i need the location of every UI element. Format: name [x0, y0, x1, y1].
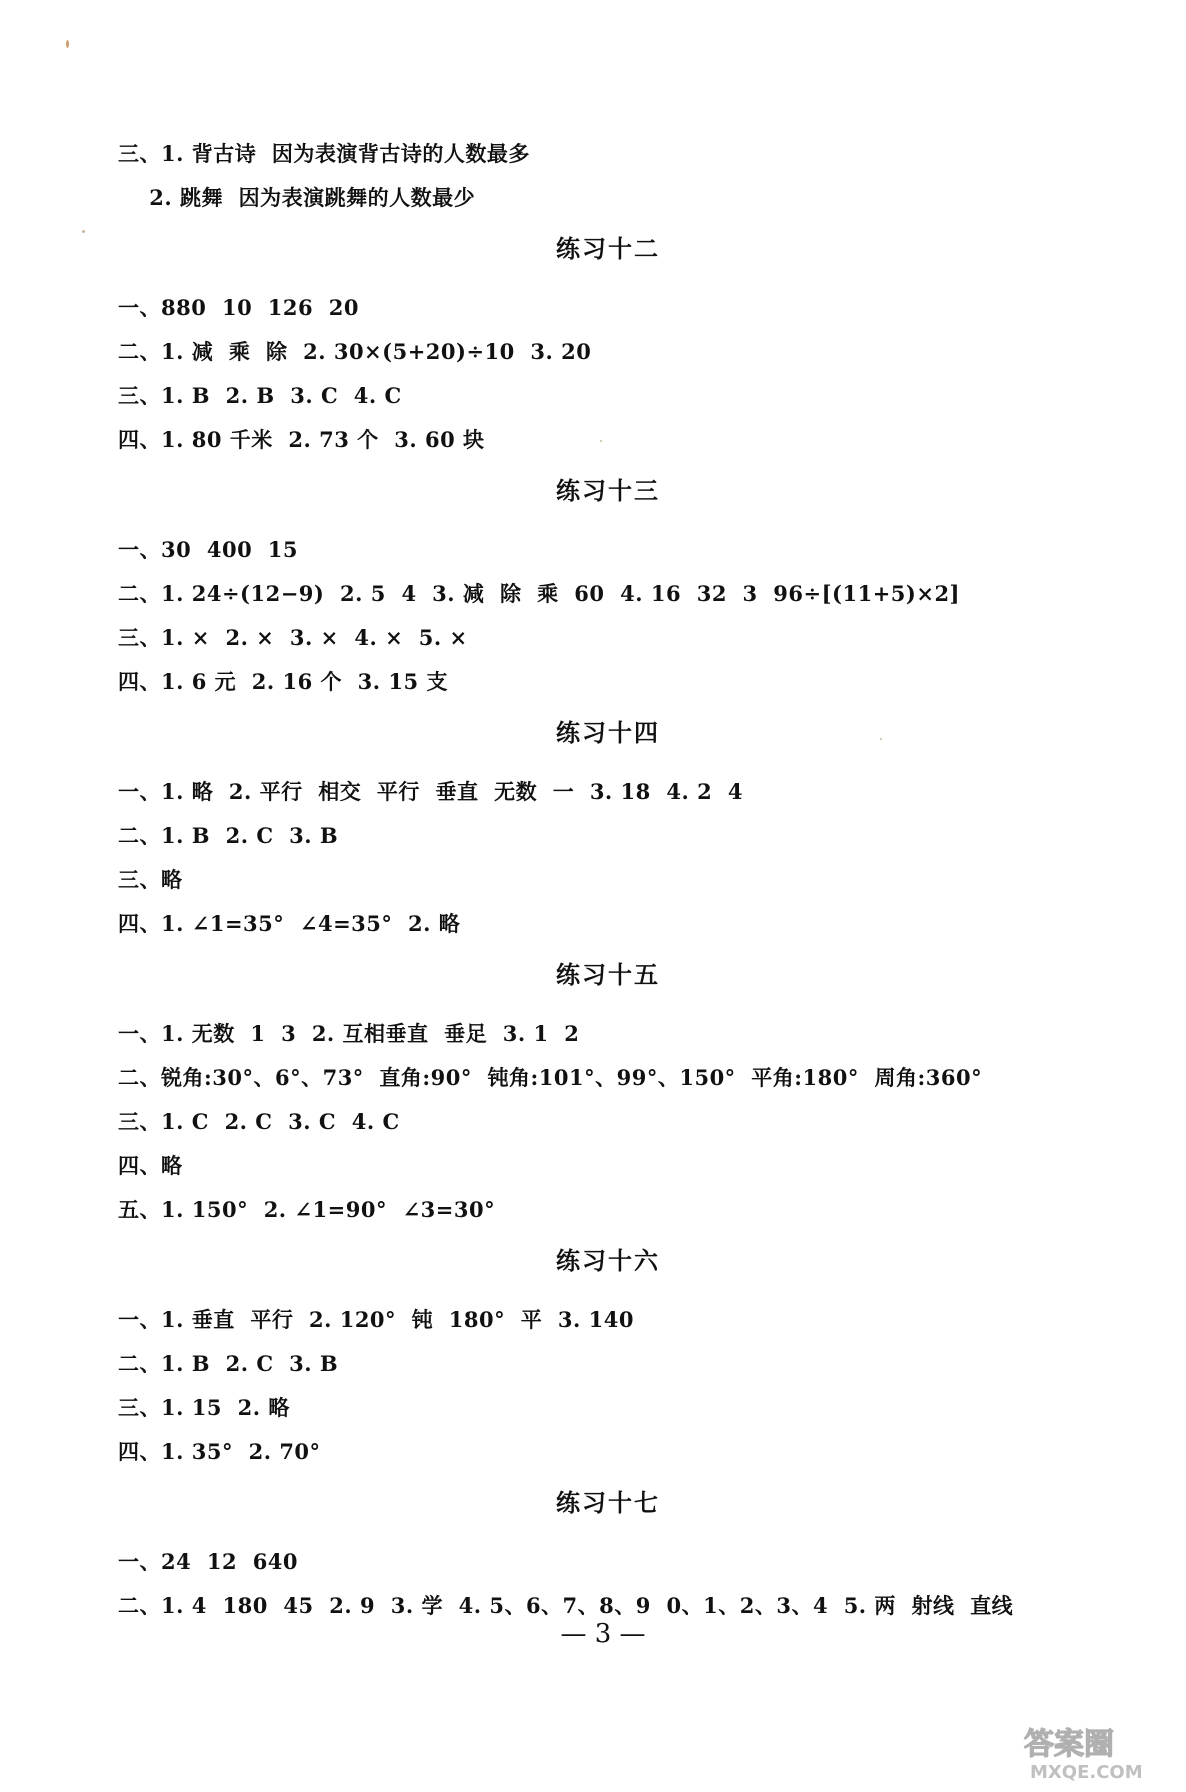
- section-title: 练习十五: [556, 960, 660, 989]
- section-title: 练习十六: [556, 1246, 660, 1275]
- answer-line: 四、略: [118, 1153, 183, 1178]
- answer-line: 四、1. 80 千米 2. 73 个 3. 60 块: [118, 427, 485, 452]
- answer-line: 二、1. B 2. C 3. B: [118, 823, 339, 848]
- answer-line: 三、1. B 2. B 3. C 4. C: [118, 383, 402, 408]
- section-title: 练习十四: [556, 718, 660, 747]
- scan-speck: [880, 738, 882, 740]
- section-title: 练习十七: [556, 1488, 660, 1517]
- answer-line: 四、1. 6 元 2. 16 个 3. 15 支: [118, 669, 448, 694]
- answer-line: 二、1. B 2. C 3. B: [118, 1351, 339, 1376]
- answer-line: 五、1. 150° 2. ∠1=90° ∠3=30°: [118, 1197, 496, 1222]
- answer-line: 三、略: [118, 867, 183, 892]
- answer-line: 三、1. 15 2. 略: [118, 1395, 290, 1420]
- answer-line: 四、1. ∠1=35° ∠4=35° 2. 略: [118, 911, 461, 936]
- answer-line: 三、1. 背古诗 因为表演背古诗的人数最多: [118, 141, 530, 166]
- answer-line: 一、1. 垂直 平行 2. 120° 钝 180° 平 3. 140: [118, 1307, 634, 1332]
- answer-line: 一、1. 无数 1 3 2. 互相垂直 垂足 3. 1 2: [118, 1021, 580, 1046]
- scan-speck: [82, 230, 85, 233]
- answer-line: 二、1. 4 180 45 2. 9 3. 学 4. 5、6、7、8、9 0、1、2、3、4 5. 两 射线 直线: [118, 1593, 1014, 1618]
- watermark-text: 答案圈: [1024, 1727, 1114, 1762]
- watermark-url: MXQE.COM: [1030, 1762, 1143, 1782]
- section-title: 练习十二: [556, 234, 660, 263]
- answer-line: 三、1. × 2. × 3. × 4. × 5. ×: [118, 625, 468, 650]
- watermark-logo: [1016, 1720, 1174, 1782]
- answer-line: 一、880 10 126 20: [118, 295, 359, 320]
- answer-line: 二、锐角:30°、6°、73° 直角:90° 钝角:101°、99°、150° 平角:180° 周角:360°: [118, 1065, 983, 1090]
- answer-line: 2. 跳舞 因为表演跳舞的人数最少: [118, 185, 476, 210]
- answer-line: 一、30 400 15: [118, 537, 299, 562]
- section-title: 练习十三: [556, 476, 660, 505]
- scan-speck: [66, 40, 69, 48]
- answer-line: 二、1. 减 乘 除 2. 30×(5+20)÷10 3. 20: [118, 339, 592, 364]
- answer-line: 三、1. C 2. C 3. C 4. C: [118, 1109, 400, 1134]
- answer-line: 一、24 12 640: [118, 1549, 299, 1574]
- answer-line: 四、1. 35° 2. 70°: [118, 1439, 321, 1464]
- page-number: — 3 —: [560, 1619, 646, 1649]
- answer-line: 二、1. 24÷(12−9) 2. 5 4 3. 减 除 乘 60 4. 16 32 3 96÷[(11+5)×2]: [118, 581, 960, 606]
- answer-line: 一、1. 略 2. 平行 相交 平行 垂直 无数 一 3. 18 4. 2 4: [118, 779, 743, 804]
- scan-speck: [600, 440, 602, 442]
